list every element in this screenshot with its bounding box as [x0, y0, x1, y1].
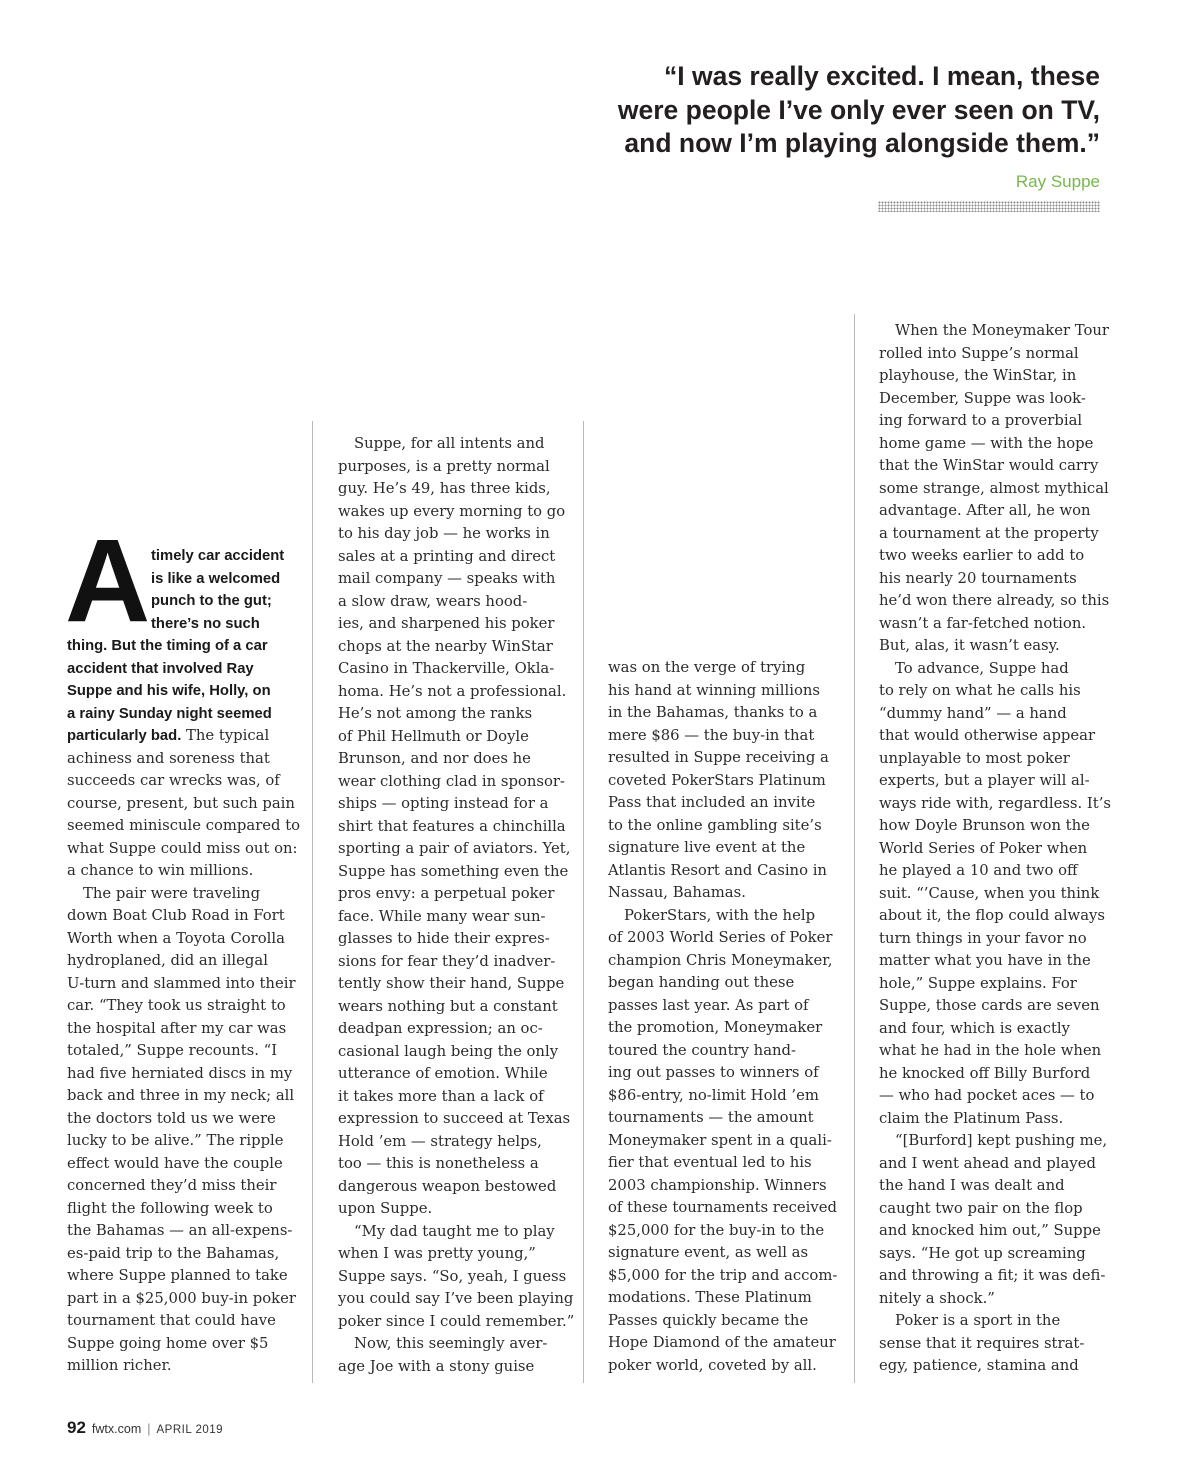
text-line: Suppe has something even the — [338, 862, 569, 880]
text-line: casional laugh being the only — [338, 1042, 559, 1060]
text-line: and throwing a fit; it was defi- — [879, 1267, 1106, 1284]
text-line: — who had pocket aces — to — [879, 1087, 1095, 1104]
text-line: had five herniated discs in my — [67, 1064, 293, 1082]
text-line: poker world, coveted by all. — [608, 1356, 817, 1374]
text-line: hole,” Suppe explains. For — [879, 974, 1077, 992]
text-line: dangerous weapon bestowed — [338, 1177, 557, 1195]
text-line: fier that eventual led to his — [608, 1154, 812, 1171]
text-line: tently show their hand, Suppe — [338, 975, 565, 992]
text-line: glasses to hide their expres- — [338, 930, 550, 947]
text-line: Suppe, for all intents and — [354, 435, 545, 452]
text-line: hydroplaned, did an illegal — [67, 952, 268, 969]
text-line: his hand at winning millions — [608, 681, 820, 699]
text-line: rolled into Suppe’s normal — [879, 344, 1079, 362]
pull-quote-line: “I was really excited. I mean, these — [664, 61, 1100, 91]
text-line: succeeds car wrecks was, of — [67, 772, 280, 789]
text-line: coveted PokerStars Platinum — [608, 771, 826, 789]
text-line: “My dad taught me to play — [354, 1222, 555, 1240]
text-line: achiness and soreness that — [67, 749, 270, 767]
text-line: Brunson, and nor does he — [338, 750, 531, 767]
text-line: that the WinStar would carry — [879, 457, 1099, 474]
pull-quote-line: and now I’m playing alongside them.” — [624, 128, 1100, 158]
text-line: sporting a pair of aviators. Yet, — [338, 840, 571, 857]
text-line: es-paid trip to the Bahamas, — [67, 1244, 280, 1262]
text-line: ways ride with, regardless. It’s — [879, 794, 1112, 812]
text-line: U-turn and slammed into their — [67, 974, 296, 992]
text-line: effect would have the couple — [67, 1154, 283, 1172]
text-line: flight the following week to — [67, 1199, 273, 1217]
site-name: fwtx.com — [91, 1422, 142, 1436]
text-line: Poker is a sport in the — [895, 1312, 1061, 1329]
text-line: age Joe with a stony guise — [338, 1357, 535, 1375]
text-line: champion Chris Moneymaker, — [608, 951, 833, 969]
column-divider — [312, 421, 313, 1383]
text-line: says. “He got up screaming — [879, 1244, 1086, 1262]
text-line: modations. These Platinum — [608, 1289, 812, 1306]
text-line: turn things in your favor no — [879, 929, 1087, 947]
text-line: Casino in Thackerville, Okla- — [338, 660, 555, 677]
column-divider — [583, 421, 584, 1383]
text-line: of 2003 World Series of Poker — [608, 929, 833, 946]
text-line: Nassau, Bahamas. — [608, 884, 746, 901]
text-line: ies, and sharpened his poker — [338, 615, 555, 632]
text-line: egy, patience, stamina and — [879, 1357, 1079, 1374]
text-line: “dummy hand” — a hand — [879, 704, 1067, 722]
text-line: 2003 championship. Winners — [608, 1176, 827, 1194]
text-line: a tournament at the property — [879, 524, 1099, 542]
text-line: claim the Platinum Pass. — [879, 1109, 1064, 1127]
text-line: to rely on what he calls his — [879, 682, 1081, 699]
text-line: ing forward to a proverbial — [879, 412, 1083, 429]
text-line: tournament that could have — [67, 1312, 276, 1329]
text-line: signature live event at the — [608, 839, 806, 856]
text-line: Now, this seemingly aver- — [354, 1335, 548, 1352]
lead-paragraph — [67, 545, 301, 883]
text-line: The pair were traveling — [83, 884, 261, 902]
text-line: sions for fear they’d inadver- — [338, 952, 556, 970]
text-line: what he had in the hole when — [879, 1042, 1102, 1059]
text-line: chops at the nearby WinStar — [338, 637, 553, 655]
text-line: toured the country hand- — [608, 1041, 797, 1059]
text-line: Worth when a Toyota Corolla — [67, 929, 285, 947]
text-line: is like a welcomed — [151, 570, 281, 587]
text-line: there’s no such — [151, 615, 260, 632]
text-line: resulted in Suppe receiving a — [608, 749, 829, 766]
text-line: that would otherwise appear — [879, 727, 1096, 744]
text-line: how Doyle Brunson won the — [879, 817, 1090, 834]
text-line: ships — opting instead for a — [338, 795, 549, 812]
text-line: home game — with the hope — [879, 434, 1094, 452]
text-line: Suppe says. “So, yeah, I guess — [338, 1267, 567, 1285]
text-line: face. While many wear sun- — [338, 907, 546, 925]
text-line: and knocked him out,” Suppe — [879, 1222, 1101, 1239]
text-line: course, present, but such pain — [67, 794, 295, 812]
text-line: When the Moneymaker Tour — [895, 322, 1109, 339]
text-line: some strange, almost mythical — [879, 479, 1109, 497]
text-line: down Boat Club Road in Fort — [67, 907, 285, 924]
text-line: sense that it requires strat- — [879, 1334, 1085, 1352]
text-line: too — this is nonetheless a — [338, 1155, 539, 1172]
body-paragraph — [879, 658, 1112, 1131]
text-line: pros envy: a perpetual poker — [338, 885, 555, 902]
body-text: The typical — [181, 727, 270, 744]
text-line: ing out passes to winners of — [608, 1064, 819, 1081]
text-line: nitely a shock.” — [879, 1289, 995, 1307]
text-line: to the online gambling site’s — [608, 816, 822, 834]
text-line: he played a 10 and two off — [879, 862, 1078, 879]
text-line: you could say I’ve been playing — [338, 1290, 574, 1307]
text-line: accident that involved Ray — [67, 660, 254, 677]
text-line: “[Burford] kept pushing me, — [895, 1132, 1108, 1149]
text-line: thing. But the timing of a car — [67, 638, 268, 654]
text-line: wears nothing but a constant — [338, 997, 558, 1015]
text-line: the hospital after my car was — [67, 1019, 287, 1037]
text-line: he knocked off Billy Burford — [879, 1064, 1091, 1082]
text-line: the Bahamas — an all-expens- — [67, 1222, 293, 1239]
text-line: homa. He’s not a professional. — [338, 682, 567, 700]
text-line: what Suppe could miss out on: — [67, 839, 298, 857]
text-line: PokerStars, with the help — [624, 906, 816, 924]
page-footer — [67, 1418, 223, 1438]
text-line: shirt that features a chinchilla — [338, 817, 566, 835]
article-column-1 — [67, 545, 301, 1378]
text-line: began handing out these — [608, 974, 795, 991]
text-line: part in a $25,000 buy-in poker — [67, 1289, 296, 1307]
text-line: caught two pair on the flop — [879, 1199, 1083, 1217]
text-line: passes last year. As part of — [608, 996, 809, 1014]
text-line: guy. He’s 49, has three kids, — [338, 480, 551, 497]
text-line: December, Suppe was look- — [879, 389, 1086, 407]
page-number: 92 — [67, 1418, 86, 1437]
text-line: experts, but a player will al- — [879, 772, 1090, 789]
body-paragraph — [879, 1130, 1108, 1310]
text-line: about it, the flop could always — [879, 907, 1105, 924]
footer-separator: | — [147, 1422, 151, 1436]
pull-quote-attribution: Ray Suppe — [1015, 172, 1100, 191]
pull-quote-line: were people I’ve only ever seen on TV, — [617, 94, 1100, 125]
text-line: He’s not among the ranks — [338, 705, 533, 722]
text-line: seemed miniscule compared to — [67, 817, 301, 834]
text-line: car. “They took us straight to — [67, 997, 286, 1014]
text-line: he’d won there already, so this — [879, 592, 1110, 609]
text-line: a slow draw, wears hood- — [338, 592, 528, 610]
text-line: poker since I could remember.” — [338, 1312, 575, 1330]
text-line: and I went ahead and played — [879, 1154, 1096, 1172]
text-line: deadpan expression; an oc- — [338, 1020, 543, 1037]
text-line: his nearly 20 tournaments — [879, 569, 1077, 587]
body-paragraph — [879, 1310, 1101, 1378]
text-line: wakes up every morning to go — [338, 502, 566, 520]
text-line — [67, 725, 289, 748]
text-line: of Phil Hellmuth or Doyle — [338, 727, 529, 745]
article-column-3 — [608, 657, 838, 1377]
text-line: playhouse, the WinStar, in — [879, 367, 1077, 384]
text-line: Suppe, those cards are seven — [879, 997, 1100, 1014]
text-line: was on the verge of trying — [608, 659, 806, 676]
text-line: utterance of emotion. While — [338, 1065, 548, 1082]
text-line: a chance to win millions. — [67, 862, 254, 879]
text-line: Passes quickly became the — [608, 1311, 809, 1329]
text-line: To advance, Suppe had — [895, 659, 1069, 677]
text-line: $5,000 for the trip and accom- — [608, 1266, 838, 1284]
text-line: timely car accident — [151, 548, 285, 564]
text-line: punch to the gut; — [151, 593, 272, 609]
text-line: suit. “’Cause, when you think — [879, 884, 1100, 902]
text-line: signature event, as well as — [608, 1244, 809, 1261]
text-line: upon Suppe. — [338, 1200, 433, 1217]
text-line: in the Bahamas, thanks to a — [608, 704, 818, 721]
text-line: World Series of Poker when — [879, 839, 1088, 857]
text-line: Suppe and his wife, Holly, on — [67, 683, 271, 699]
body-paragraph — [338, 1333, 560, 1378]
text-line: purposes, is a pretty normal — [338, 457, 550, 475]
pull-quote — [500, 60, 1100, 161]
text-line: sales at a printing and direct — [338, 547, 556, 565]
text-line: $25,000 for the buy-in to the — [608, 1221, 825, 1239]
text-line: Pass that included an invite — [608, 794, 816, 811]
drop-cap: A — [65, 515, 147, 647]
text-line: back and three in my neck; all — [67, 1087, 295, 1104]
dotted-divider — [878, 201, 1100, 212]
article-column-2 — [338, 433, 575, 1378]
issue-date: APRIL 2019 — [156, 1424, 224, 1436]
body-paragraph — [608, 905, 838, 1378]
text-line: advantage. After all, he won — [879, 502, 1091, 519]
body-paragraph — [338, 433, 571, 1221]
text-line: million richer. — [67, 1357, 172, 1374]
text-line: expression to succeed at Texas — [338, 1110, 571, 1127]
column-divider — [854, 314, 855, 1383]
text-line: the promotion, Moneymaker — [608, 1019, 823, 1036]
text-line: and four, which is exactly — [879, 1019, 1071, 1037]
text-line: the hand I was dealt and — [879, 1177, 1065, 1194]
text-line: matter what you have in the — [879, 952, 1091, 969]
text-line: totaled,” Suppe recounts. “I — [67, 1042, 278, 1059]
text-line: Moneymaker spent in a quali- — [608, 1131, 832, 1149]
text-line: a rainy Sunday night seemed — [67, 705, 272, 722]
text-line: But, alas, it wasn’t easy. — [879, 637, 1060, 654]
text-line: to his day job — he works in — [338, 525, 550, 542]
text-line: Suppe going home over $5 — [67, 1334, 269, 1352]
text-line: where Suppe planned to take — [67, 1267, 288, 1284]
body-paragraph — [67, 883, 296, 1378]
text-line: wasn’t a far-fetched notion. — [879, 614, 1087, 632]
text-line: when I was pretty young,” — [338, 1245, 536, 1262]
article-column-4 — [879, 320, 1112, 1378]
text-line: two weeks earlier to add to — [879, 547, 1085, 564]
text-line: Hold ’em — strategy helps, — [338, 1132, 542, 1150]
text-line: it takes more than a lack of — [338, 1087, 544, 1105]
text-line: of these tournaments received — [608, 1199, 837, 1216]
lead-text: particularly bad. — [67, 728, 182, 744]
text-line: the doctors told us we were — [67, 1109, 276, 1127]
body-paragraph — [879, 320, 1110, 658]
text-line: $86-entry, no-limit Hold ’em — [608, 1086, 819, 1104]
body-paragraph — [338, 1221, 575, 1334]
text-line: mere $86 — the buy-in that — [608, 726, 815, 744]
text-line: lucky to be alive.” The ripple — [67, 1132, 284, 1149]
body-paragraph — [608, 657, 830, 905]
text-line: unplayable to most poker — [879, 749, 1070, 767]
text-line: Hope Diamond of the amateur — [608, 1334, 836, 1351]
text-line: concerned they’d miss their — [67, 1177, 277, 1194]
text-line: wear clothing clad in sponsor- — [338, 772, 565, 790]
text-line: tournaments — the amount — [608, 1109, 814, 1126]
text-line: Atlantis Resort and Casino in — [608, 861, 827, 879]
text-line: mail company — speaks with — [338, 570, 556, 587]
